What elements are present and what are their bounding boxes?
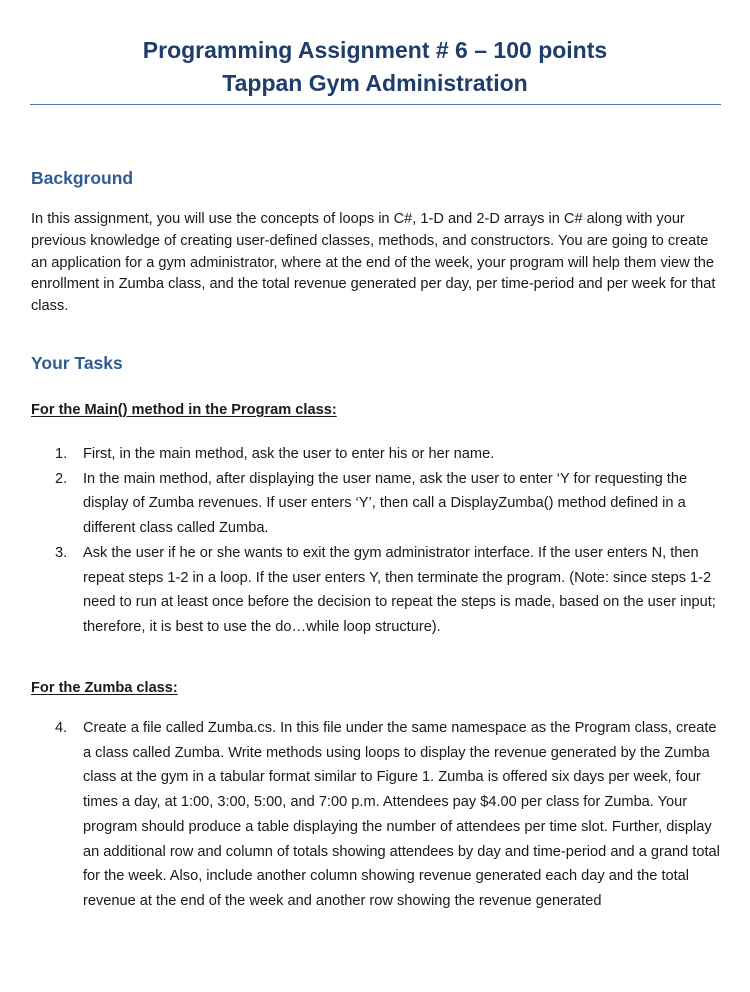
- task-number: 2.: [55, 470, 68, 487]
- task-text: In the main method, after displaying the user name, ask the user to enter ‘Y for requesting the display of Zumba revenues. If user enters ‘Y’, then call a DisplayZumba() method defined in a different class called Zumba.: [83, 470, 688, 537]
- background-heading: Background: [31, 168, 134, 188]
- background-paragraph: In this assignment, you will use the concepts of loops in C#, 1-D and 2-D arrays in C# along with your previous knowledge of creating user-defined classes, methods, and constructors. You are going to create an application for a gym administrator, where at the end of the week, your program will help them view the enrollment in Zumba class, and the total revenue generated per day, per time-period and per week for that class.: [31, 211, 716, 315]
- title-line-2: Tappan Gym Administration: [222, 70, 528, 96]
- tasks-heading: Your Tasks: [31, 353, 123, 373]
- task-item: [31, 716, 725, 914]
- main-method-subheading: For the Main() method in the Program class:: [31, 402, 337, 418]
- task-number: 4.: [55, 720, 68, 736]
- main-method-task-list: [31, 442, 725, 640]
- task-text: Ask the user if he or she wants to exit the gym administrator interface. If the user enters N, then repeat steps 1-2 in a loop. If the user enters Y, then terminate the program. (Note: since steps 1-2 need to run at least once before the decision to repeat the steps is made, based on the user input; therefore, it is best to use the do…while loop structure).: [83, 544, 716, 635]
- zumba-task-list: [31, 716, 725, 914]
- task-text: Create a file called Zumba.cs. In this file under the same namespace as the Program class, create a class called Zumba. Write methods using loops to display the revenue generated by the Zumba class at the gym in a tabular format similar to Figure 1. Zumba is offered six days per week, four times a day, at 1:00, 3:00, 5:00, and 7:00 p.m. Attendees pay $4.00 per class for Zumba. Your program should produce a table displaying the number of attendees per time slot. Further, display an additional row and column of totals showing attendees by day and time-period and a grand total for the week. Also, include another column showing revenue generated each day and the total revenue at the end of the week and another row showing the revenue generated: [83, 720, 720, 909]
- task-text: First, in the main method, ask the user to enter his or her name.: [83, 446, 495, 462]
- zumba-class-subheading: For the Zumba class:: [31, 680, 178, 696]
- document-title: [30, 34, 720, 100]
- task-item: [31, 541, 725, 640]
- title-divider: [30, 104, 721, 105]
- task-item: [31, 442, 725, 467]
- task-number: 3.: [55, 544, 68, 561]
- task-item: [31, 467, 725, 541]
- title-line-1: Programming Assignment # 6 – 100 points: [142, 37, 608, 63]
- task-number: 1.: [55, 446, 68, 462]
